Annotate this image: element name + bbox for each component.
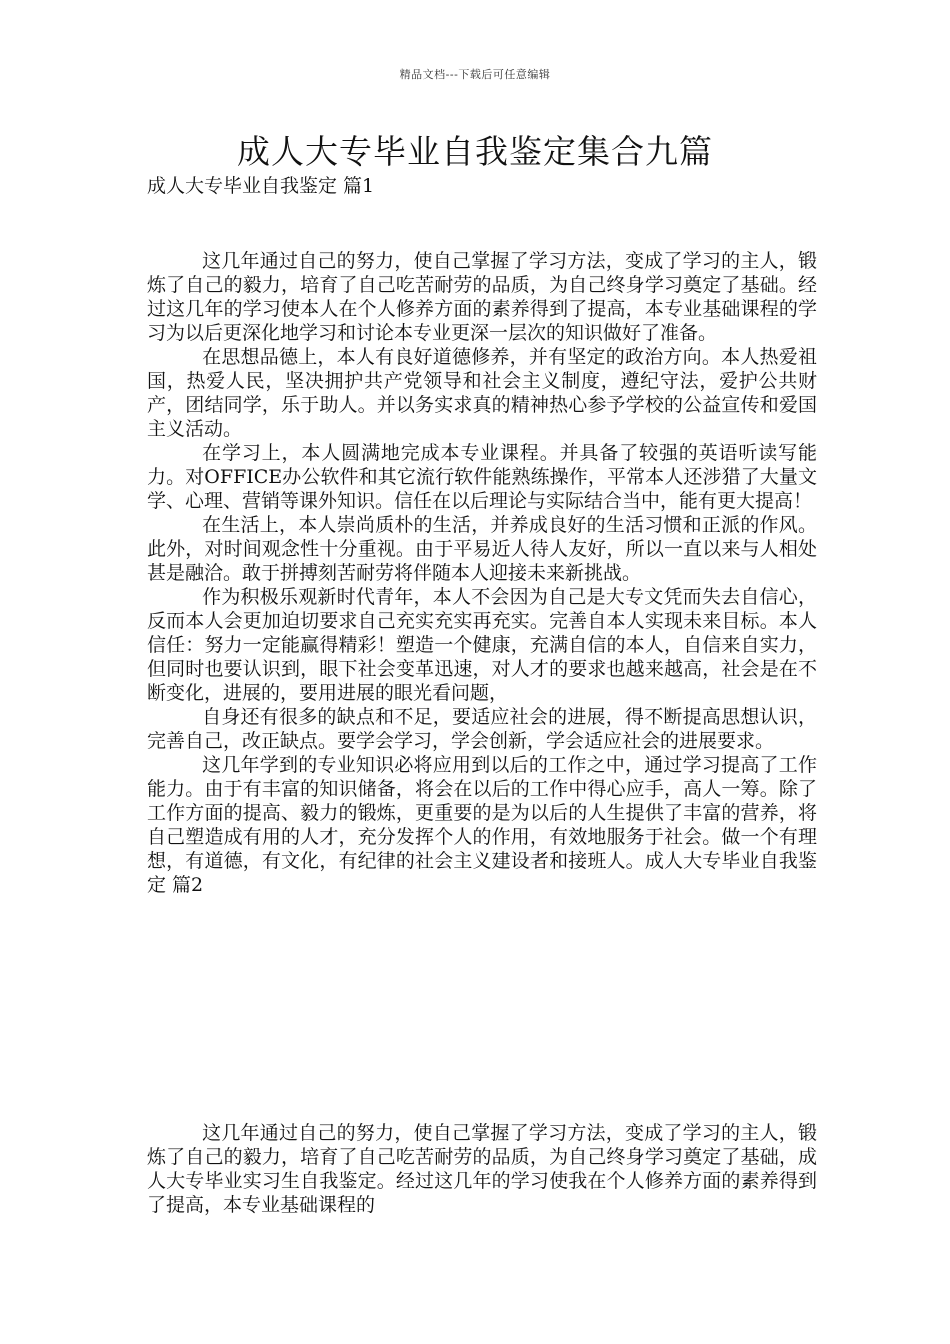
paragraph: 在学习上，本人圆满地完成本专业课程。并具备了较强的英语听读写能力。对OFFICE办公软件和其它流行软件能熟练操作，平常本人还涉猎了大量文学、心理、营销等课外知识。信任在以后理论与实际结合当中，能有更大提高！ (147, 442, 817, 512)
header-note: 精品文档---下载后可任意编辑 (399, 68, 551, 81)
paragraph: 自身还有很多的缺点和不足，要适应社会的进展，得不断提高思想认识，完善自己，改正缺点。要学会学习，学会创新，学会适应社会的进展要求。 (147, 706, 817, 752)
section-2-body (147, 1121, 817, 1217)
paragraph: 这几年通过自己的努力，使自己掌握了学习方法，变成了学习的主人，锻炼了自己的毅力，培育了自己吃苦耐劳的品质，为自己终身学习奠定了基础，成人大专毕业实习生自我鉴定。经过这几年的学习使我在个人修养方面的素养得到了提高，本专业基础课程的 (147, 1122, 817, 1216)
paragraph: 作为积极乐观新时代青年，本人不会因为自己是大专文凭而失去自信心，反而本人会更加迫切要求自己充实充实再充实。完善自本人实现未来目标。本人信任：努力一定能赢得精彩！塑造一个健康，充满自信的本人，自信来自实力，但同时也要认识到，眼下社会变革迅速，对人才的要求也越来越高，社会是在不断变化，进展的，要用进展的眼光看问题， (147, 586, 817, 704)
paragraph: 在生活上，本人崇尚质朴的生活，并养成良好的生活习惯和正派的作风。此外，对时间观念性十分重视。由于平易近人待人友好，所以一直以来与人相处甚是融洽。敢于拼搏刻苦耐劳将伴随本人迎接未来新挑战。 (147, 514, 817, 584)
paragraph: 这几年通过自己的努力，使自己掌握了学习方法，变成了学习的主人，锻炼了自己的毅力，培育了自己吃苦耐劳的品质，为自己终身学习奠定了基础。经过这几年的学习使本人在个人修养方面的素养得到了提高，本专业基础课程的学习为以后更深化地学习和讨论本专业更深一层次的知识做好了准备。 (147, 250, 817, 344)
section-1-body (147, 249, 817, 897)
paragraph: 这几年学到的专业知识必将应用到以后的工作之中，通过学习提高了工作能力。由于有丰富的知识储备，将会在以后的工作中得心应手，高人一筹。除了工作方面的提高、毅力的锻炼，更重要的是为以后的人生提供了丰富的营养，将自己塑造成有用的人才，充分发挥个人的作用，有效地服务于社会。做一个有理想，有道德，有文化，有纪律的社会主义建设者和接班人。成人大专毕业自我鉴定 篇2 (147, 754, 817, 896)
document-title: 成人大专毕业自我鉴定集合九篇 (237, 132, 713, 171)
paragraph: 在思想品德上，本人有良好道德修养，并有坚定的政治方向。本人热爱祖国，热爱人民，坚决拥护共产党领导和社会主义制度，遵纪守法，爱护公共财产，团结同学，乐于助人。并以务实求真的精神热心参予学校的公益宣传和爱国主义活动。 (147, 346, 817, 440)
section-heading-1: 成人大专毕业自我鉴定 篇1 (147, 175, 375, 197)
